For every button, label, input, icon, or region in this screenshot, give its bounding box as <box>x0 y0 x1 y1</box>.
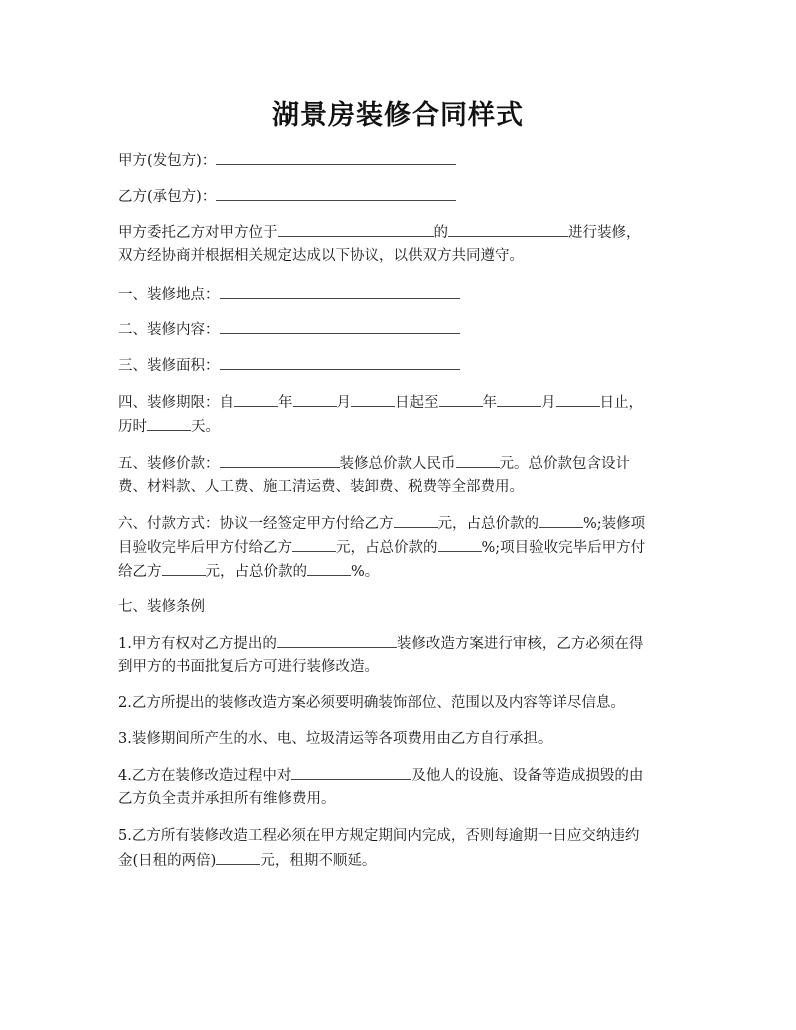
intro-property-blank[interactable] <box>448 219 568 237</box>
intro-line-2: 双方经协商并根据相关规定达成以下协议，以供双方共同遵守。 <box>118 248 524 264</box>
section-price-line-1 <box>118 450 678 477</box>
section-area <box>118 352 678 379</box>
section-content-label: 二、装修内容： <box>118 322 220 338</box>
end-month-blank[interactable] <box>497 389 541 407</box>
location-blank[interactable] <box>220 281 460 299</box>
third-percent-blank[interactable] <box>307 558 351 576</box>
end-day-blank[interactable] <box>556 389 600 407</box>
section-location-label: 一、装修地点： <box>118 287 220 303</box>
intro-text: 进行装修， <box>568 225 641 241</box>
period-text: 年 <box>482 395 497 411</box>
party-b-label: 乙方(承包方)： <box>118 189 217 205</box>
price-text: 元。总价款包含设计 <box>499 456 630 472</box>
section-area-label: 三、装修面积： <box>118 358 220 374</box>
clause-5-line-1: 5.乙方所有装修改造工程必须在甲方规定期间内完成，否则每逾期一日应交纳违约 <box>118 828 640 844</box>
section-payment-line-1 <box>118 510 678 537</box>
start-day-blank[interactable] <box>351 389 395 407</box>
period-text: 历时 <box>118 419 147 435</box>
second-percent-blank[interactable] <box>438 534 482 552</box>
party-b-blank[interactable] <box>216 183 456 201</box>
party-a-label: 甲方(发包方)： <box>118 153 217 169</box>
start-month-blank[interactable] <box>293 389 337 407</box>
price-text: 装修总价款人民币 <box>339 456 456 472</box>
clause-2: 2.乙方所提出的装修改造方案必须要明确装饰部位、范围以及内容等详尽信息。 <box>118 695 625 711</box>
second-payment-blank[interactable] <box>292 534 336 552</box>
price-amount-blank[interactable] <box>456 450 500 468</box>
first-payment-blank[interactable] <box>394 510 438 528</box>
period-text: 天。 <box>191 419 220 435</box>
payment-text: %。 <box>351 564 380 580</box>
section-terms-heading: 七、装修条例 <box>118 599 205 615</box>
payment-text: %;项目验收完毕后甲方付 <box>481 540 646 556</box>
clause-1-line-2: 到甲方的书面批复后方可进行装修改造。 <box>118 659 379 675</box>
payment-text: 给乙方 <box>118 564 162 580</box>
section-payment-line-3 <box>118 558 678 585</box>
third-payment-blank[interactable] <box>162 558 206 576</box>
payment-text: 元，占总价款的 <box>437 516 539 532</box>
section-location <box>118 281 678 308</box>
clause-text: 4.乙方在装修改造过程中对 <box>118 768 292 784</box>
section-period-line-2 <box>118 413 678 440</box>
intro-line-1 <box>118 219 678 246</box>
price-blank[interactable] <box>220 450 340 468</box>
clause-5-blank[interactable] <box>216 847 260 865</box>
end-year-blank[interactable] <box>439 389 483 407</box>
clause-3: 3.装修期间所产生的水、电、垃圾清运等各项费用由乙方自行承担。 <box>118 731 553 747</box>
section-content <box>118 316 678 343</box>
content-blank[interactable] <box>220 316 460 334</box>
first-percent-blank[interactable] <box>539 510 583 528</box>
clause-text: 装修改造方案进行审核，乙方必须在得 <box>396 636 644 652</box>
party-b-line <box>118 183 678 210</box>
price-text: 五、装修价款： <box>118 456 220 472</box>
clause-4-line-1 <box>118 762 678 789</box>
payment-text: 元，占总价款的 <box>336 540 438 556</box>
section-price-line-2: 费、材料款、人工费、施工清运费、装卸费、税费等全部费用。 <box>118 479 524 495</box>
clause-text: 元，租期不顺延。 <box>260 853 377 869</box>
page-title: 湖景房装修合同样式 <box>272 100 524 131</box>
clause-4-blank[interactable] <box>291 762 411 780</box>
period-text: 年 <box>278 395 293 411</box>
party-a-blank[interactable] <box>216 147 456 165</box>
period-text: 月 <box>541 395 556 411</box>
intro-text: 的 <box>433 225 448 241</box>
payment-text: 目验收完毕后甲方付给乙方 <box>118 540 292 556</box>
period-text: 日止， <box>599 395 643 411</box>
clause-text: 及他人的设施、设备等造成损毁的由 <box>411 768 644 784</box>
section-payment-line-2 <box>118 534 678 561</box>
clause-text: 金(日租的两倍) <box>118 853 217 869</box>
clause-1-line-1 <box>118 630 678 657</box>
payment-text: 六、付款方式：协议一经签定甲方付给乙方 <box>118 516 394 532</box>
clause-1-blank[interactable] <box>277 630 397 648</box>
payment-text: %;装修项 <box>583 516 646 532</box>
clause-5-line-2 <box>118 847 678 874</box>
clause-4-line-2: 乙方负全责并承担所有维修费用。 <box>118 791 336 807</box>
period-text: 四、装修期限：自 <box>118 395 234 411</box>
section-period-line-1 <box>118 389 678 416</box>
clause-text: 1.甲方有权对乙方提出的 <box>118 636 277 652</box>
payment-text: 元，占总价款的 <box>205 564 307 580</box>
period-text: 月 <box>336 395 351 411</box>
start-year-blank[interactable] <box>234 389 278 407</box>
duration-days-blank[interactable] <box>147 413 191 431</box>
area-blank[interactable] <box>220 352 460 370</box>
period-text: 日起至 <box>395 395 439 411</box>
intro-text: 甲方委托乙方对甲方位于 <box>118 225 278 241</box>
party-a-line <box>118 147 678 174</box>
intro-location-blank[interactable] <box>278 219 434 237</box>
